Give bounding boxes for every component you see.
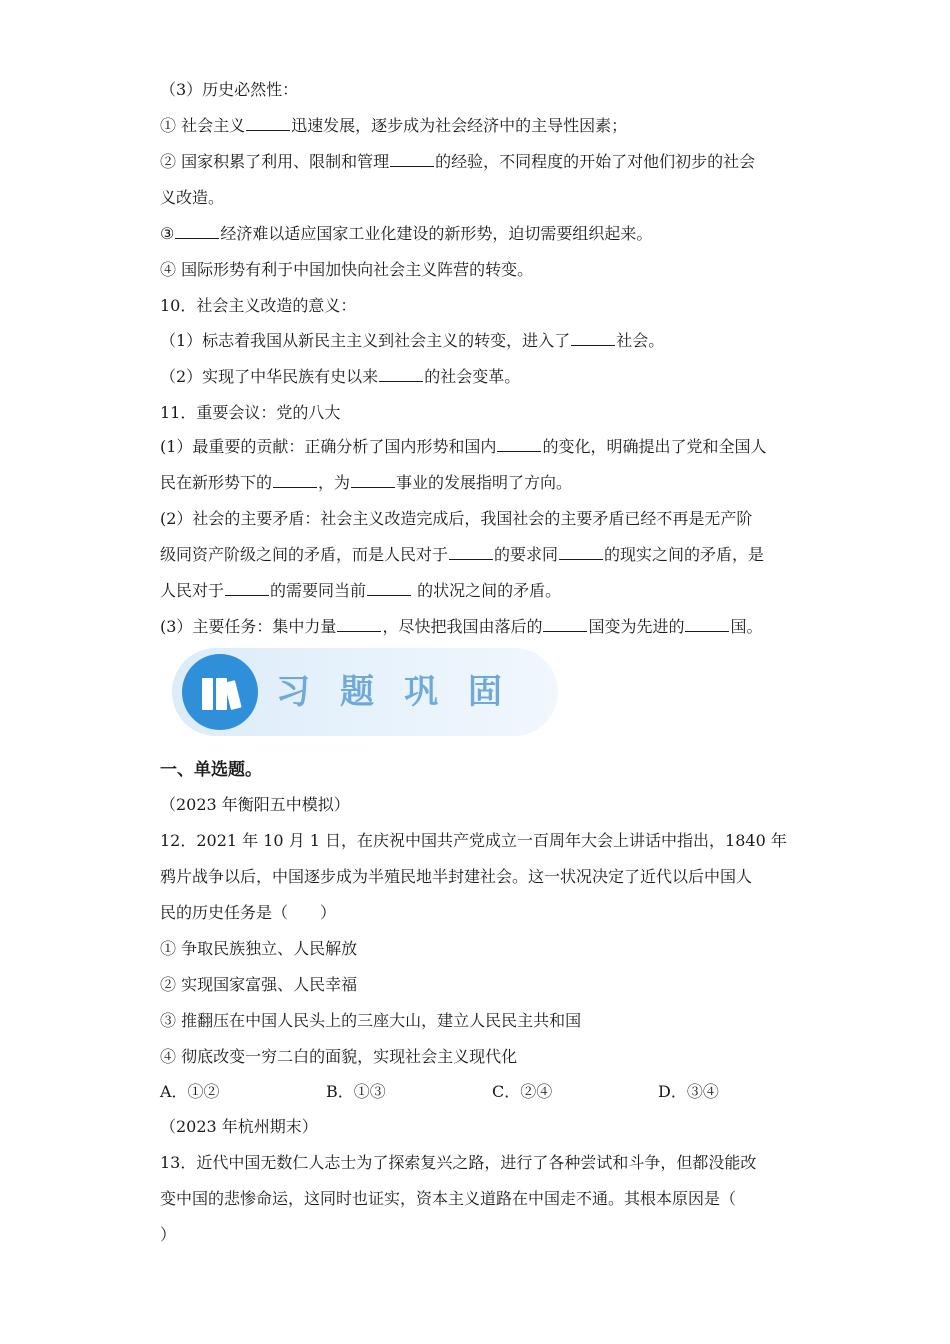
text-line: ② 国家积累了利用、限制和管理 的经验，不同程度的开始了对他们初步的社会 — [160, 152, 756, 171]
text-line: （2）实现了中华民族有史以来 的社会变革。 — [160, 367, 521, 386]
text-line: 人民对于 的需要同当前 的状况之间的矛盾。 — [160, 581, 562, 600]
text-line: ① 社会主义 迅速发展，逐步成为社会经济中的主导性因素； — [160, 116, 628, 135]
question-stem: 变中国的悲惨命运，这同时也证实，资本主义道路在中国走不通。其根本原因是（ — [160, 1189, 737, 1208]
list-item: ③ 推翻压在中国人民头上的三座大山，建立人民民主共和国 — [160, 1011, 582, 1030]
text-line: 义改造。 — [160, 188, 225, 207]
fill-blank — [543, 630, 587, 632]
fill-blank — [225, 594, 269, 596]
question-stem: 鸦片战争以后，中国逐步成为半殖民地半封建社会。这一状况决定了近代以后中国人 — [160, 867, 753, 886]
text-line: (2）社会的主要矛盾：社会主义改造完成后，我国社会的主要矛盾已经不再是无产阶 — [160, 509, 753, 528]
fill-blank — [337, 630, 381, 632]
option-a[interactable]: A．①② — [160, 1082, 220, 1101]
fill-blank — [351, 486, 395, 488]
text-line: 11．重要会议：党的八大 — [160, 403, 341, 422]
question-stem: ） — [160, 1225, 177, 1244]
fill-blank — [685, 630, 729, 632]
text-line: ④ 国际形势有利于中国加快向社会主义阵营的转变。 — [160, 260, 534, 279]
option-d[interactable]: D．③④ — [658, 1082, 719, 1101]
question-source: （2023 年衡阳五中模拟） — [160, 795, 350, 814]
option-b[interactable]: B．①③ — [326, 1082, 386, 1101]
fill-blank — [571, 344, 615, 346]
fill-blank — [559, 558, 603, 560]
question-stem: 12．2021 年 10 月 1 日，在庆祝中国共产党成立一百周年大会上讲话中指出，1840 年 — [160, 831, 787, 850]
fill-blank — [379, 380, 423, 382]
fill-blank — [390, 165, 434, 167]
question-stem: 13．近代中国无数仁人志士为了探索复兴之路，进行了各种尝试和斗争，但都没能改 — [160, 1153, 757, 1172]
fill-blank — [175, 237, 219, 239]
text-line: （1）标志着我国从新民主主义到社会主义的转变，进入了 社会。 — [160, 331, 665, 350]
text-line: ③ 经济难以适应国家工业化建设的新形势，迫切需要组织起来。 — [160, 224, 653, 243]
text-line: （3）历史必然性： — [160, 80, 299, 99]
fill-blank — [246, 129, 290, 131]
fill-blank — [449, 558, 493, 560]
text-line: 级同资产阶级之间的矛盾，而是人民对于 的要求同 的现实之间的矛盾，是 — [160, 545, 765, 564]
banner-title: 习题巩固 — [276, 672, 532, 712]
section-heading: 一、单选题。 — [160, 760, 262, 780]
question-source: （2023 年杭州期末） — [160, 1117, 318, 1136]
books-icon — [182, 654, 258, 730]
list-item: ② 实现国家富强、人民幸福 — [160, 975, 358, 994]
list-item: ① 争取民族独立、人民解放 — [160, 939, 358, 958]
fill-blank — [497, 450, 541, 452]
list-item: ④ 彻底改变一穷二白的面貌，实现社会主义现代化 — [160, 1047, 518, 1066]
text-line: 民在新形势下的 ，为 事业的发展指明了方向。 — [160, 473, 573, 492]
text-line: 10．社会主义改造的意义： — [160, 296, 357, 315]
fill-blank — [273, 486, 317, 488]
fill-blank — [367, 594, 411, 596]
text-line: (1）最重要的贡献：正确分析了国内形势和国内 的变化，明确提出了党和全国人 — [160, 437, 767, 456]
exercise-banner — [172, 648, 558, 736]
question-stem: 民的历史任务是（ ） — [160, 903, 337, 922]
text-line: (3）主要任务：集中力量 ，尽快把我国由落后的 国变为先进的 国。 — [160, 617, 763, 636]
option-c[interactable]: C．②④ — [492, 1082, 553, 1101]
